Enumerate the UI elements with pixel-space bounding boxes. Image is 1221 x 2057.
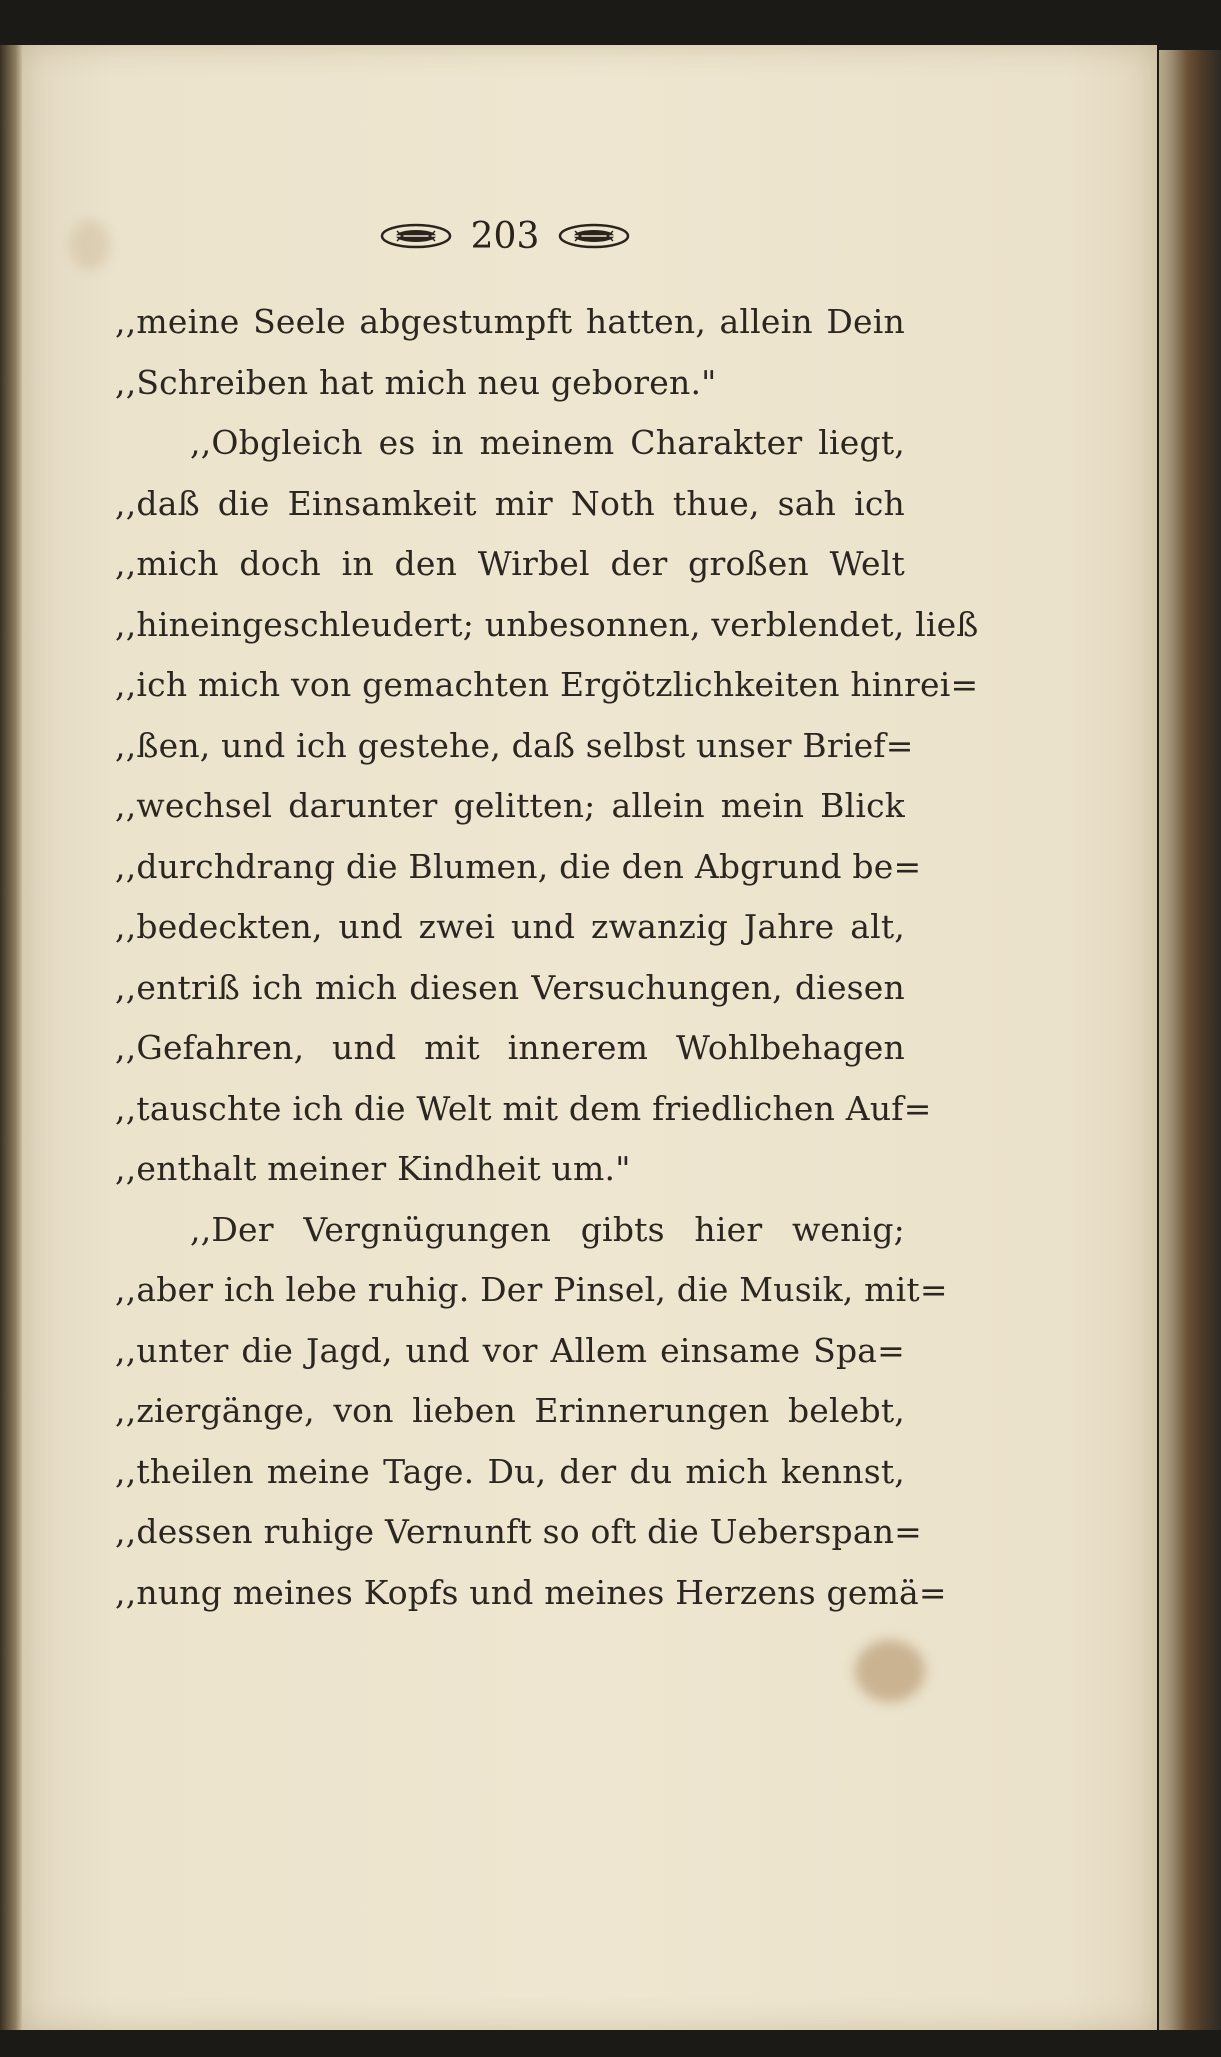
text-line: ,,hineingeschleudert; unbesonnen, verblendet, ließ [115,604,979,644]
text-line: ,,dessen ruhige Vernunft so oft die Ueberspan= [115,1512,923,1551]
ornament-left-icon [379,221,453,251]
text-line: ,,ich mich von gemachten Ergötzlichkeiten hinrei= [115,665,979,704]
text-line: ,,ziergänge, von lieben Erinnerungen belebt, [115,1391,905,1430]
text-line: ,,ßen, und ich gestehe, daß selbst unser Brief= [115,725,914,765]
text-line: ,,aber ich lebe ruhig. Der Pinsel, die Musik, mit= [115,1270,948,1309]
text-line: ,,daß die Einsamkeit mir Noth thue, sah ich [115,483,905,523]
text-line: ,,wechsel darunter gelitten; allein mein Blick [115,786,905,825]
text-line: ,,Der Vergnügungen gibts hier wenig; [190,1209,905,1249]
page-header [345,206,665,266]
text-line: ,,Schreiben hat mich neu geboren." [115,362,717,402]
text-line: ,,durchdrang die Blumen, die den Abgrund be= [115,846,922,886]
text-line: ,,theilen meine Tage. Du, der du mich kennst, [115,1451,905,1491]
text-line: ,,Gefahren, und mit innerem Wohlbehagen [115,1028,905,1067]
ornament-right-icon [557,221,631,251]
page-text [115,292,979,1623]
text-line: ,,nung meines Kopfs und meines Herzens gemä= [115,1572,947,1612]
page-edge-left [0,45,22,2030]
text-line: ,,entriß ich mich diesen Versuchungen, diesen [115,967,905,1007]
book-binding [1159,50,1221,2030]
text-line: ,,meine Seele abgestumpft hatten, allein Dein [115,302,905,341]
text-line: ,,tauschte ich die Welt mit dem friedlichen Auf= [115,1088,932,1128]
text-line: ,,enthalt meiner Kindheit um." [115,1149,631,1188]
text-line: ,,mich doch in den Wirbel der großen Welt [115,544,905,583]
text-line: ,,bedeckten, und zwei und zwanzig Jahre alt, [115,907,905,946]
text-line: ,,Obgleich es in meinem Charakter liegt, [190,423,905,462]
foxing-stain [855,1640,925,1702]
text-line: ,,unter die Jagd, und vor Allem einsame Spa= [115,1330,905,1370]
page-number: 203 [470,215,540,257]
foxing-stain [70,220,110,270]
